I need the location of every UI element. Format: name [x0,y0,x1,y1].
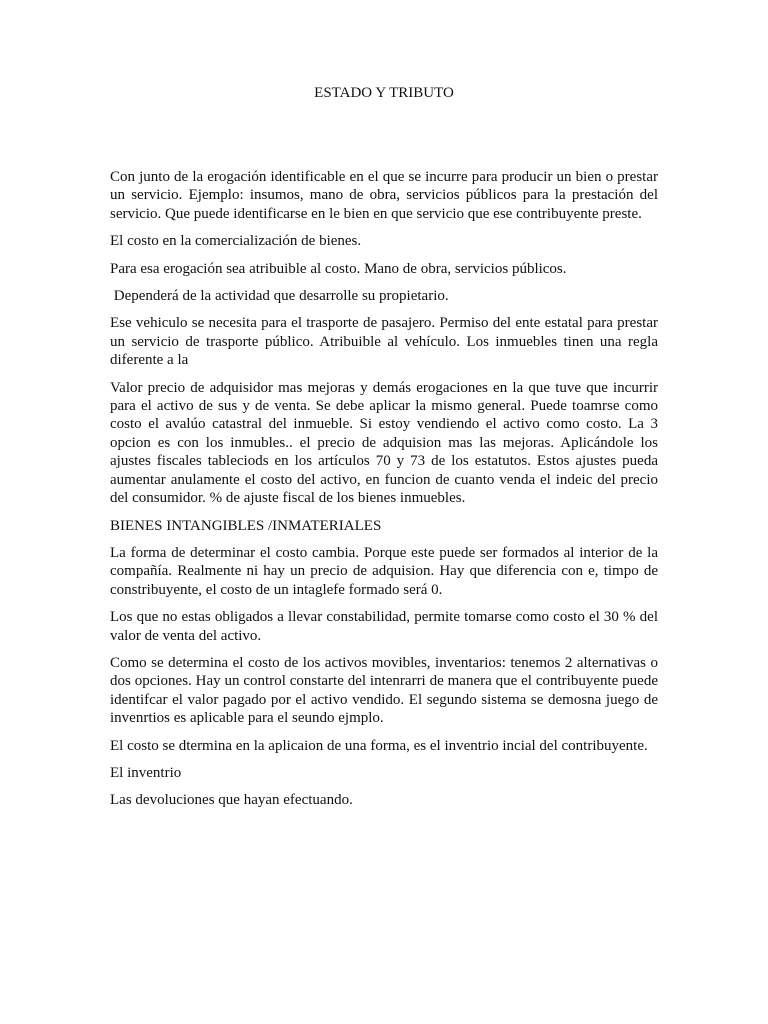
paragraph-vehicle: Ese vehiculo se necesita para el trasporte de pasajero. Permiso del ente estatal para prestar un servicio de trasporte público. Atribuible al vehículo. Los inmuebles tinen una regla diferente a la [110,315,658,369]
section-heading-intangibles: BIENES INTANGIBLES /INMATERIALES [110,517,382,534]
paragraph-definition: Con junto de la erogación identificable en el que se incurre para producir un bien o prestar un servicio. Ejemplo: insumos, mano de obra, servicios públicos para la prestación del servicio. Que puede identificarse en le bien en que servicio que ese contribuyente preste. [110,169,658,222]
paragraph-movable-assets: Como se determina el costo de los activos movibles, inventarios: tenemos 2 alternativas o dos opciones. Hay un control constarte del intenrarri de manera que el contribuyente puede identifcar el valor pagado por el activo vendido. El segundo sistema se demosna juego de invenrtios es aplicable para el seundo ejmplo. [110,654,658,727]
paragraph-intangible-cost: La forma de determinar el costo cambia. Porque este puede ser formados al interior de la compañía. Realmente ni hay un precio de adquision. Hay que diferencia con e, timpo de constribuyente, el costo de un intaglefe formado será 0. [110,544,658,598]
paragraph-acquisition-value: Valor precio de adquisidor mas mejoras y demás erogaciones en la que tuve que incurrir para el activo de sus y de venta. Se debe aplicar la mismo general. Puede toamrse como costo el avalúo catastral del inmueble. Si estoy vendiendo el activo como costo. La 3 opcion es con los inmubles.. el precio de adquision mas las mejoras. Aplicándole los ajustes fiscales tableciods en los artículos 70 y 73 de los estatutos. Estos ajustes pueda aumentar anulamente el costo del activo, en funcion de cuanto venda el indeic del precio del consumidor. % de ajuste fiscal de los bienes inmuebles. [110,379,658,507]
paragraph-activity: Dependerá de la actividad que desarrolle su propietario. [110,288,449,305]
paragraph-inventory: El inventrio [110,764,182,781]
paragraph-no-accounting: Los que no estas obligados a llevar constabilidad, permite tomarse como costo el 30 % del valor de venta del activo. [110,609,658,644]
document-title: ESTADO Y TRIBUTO [314,85,454,101]
paragraph-returns: Las devoluciones que hayan efectuando. [110,792,353,809]
paragraph-commercialization: El costo en la comercialización de bienes. [110,233,362,250]
paragraph-attributable: Para esa erogación sea atribuible al costo. Mano de obra, servicios públicos. [110,260,567,277]
paragraph-initial-inventory: El costo se dtermina en la aplicaion de una forma, es el inventrio incial del contribuyente. [110,737,648,754]
